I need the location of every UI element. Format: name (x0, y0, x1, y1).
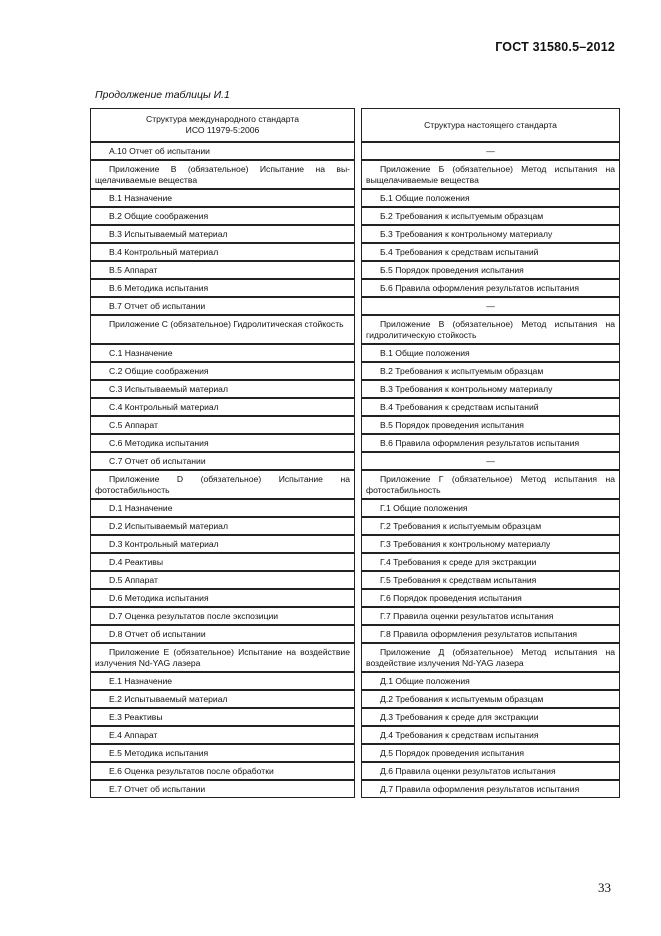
international-section-cell: Приложение С (обязательное) Гидролитическая стойкость (90, 315, 355, 344)
national-section-cell: — (361, 452, 620, 470)
table-row (90, 625, 620, 643)
national-section-cell: Д.6 Правила оценки результатов испытания (361, 762, 620, 780)
national-section-cell: Г.3 Требования к контрольному материалу (361, 535, 620, 553)
national-section-cell: Д.2 Требования к испытуемым образцам (361, 690, 620, 708)
column-header-international (90, 108, 355, 142)
national-section-cell: В.1 Общие положения (361, 344, 620, 362)
table-row (90, 160, 620, 189)
column-header-national (361, 108, 620, 142)
national-section-cell: Г.5 Требования к средствам испытания (361, 571, 620, 589)
international-section-cell: В.1 Назначение (90, 189, 355, 207)
national-section-cell: Г.2 Требования к испытуемым образцам (361, 517, 620, 535)
national-section-cell: Г.7 Правила оценки результатов испытания (361, 607, 620, 625)
international-section-cell: С.3 Испытываемый материал (90, 380, 355, 398)
international-section-cell: Е.1 Назначение (90, 672, 355, 690)
national-section-cell: В.6 Правила оформления результатов испытания (361, 434, 620, 452)
column-header-international-line1: Структура международного стандарта (145, 114, 300, 124)
table-row (90, 780, 620, 798)
table-row (90, 142, 620, 160)
national-section-cell: Г.6 Порядок проведения испытания (361, 589, 620, 607)
correspondence-table (90, 108, 620, 798)
page-number: 33 (598, 880, 611, 895)
national-section-cell: В.4 Требования к средствам испытаний (361, 398, 620, 416)
national-section-cell: Б.1 Общие положения (361, 189, 620, 207)
international-section-cell: D.1 Назначение (90, 499, 355, 517)
table-caption: Продолжение таблицы И.1 (95, 89, 230, 101)
table-row (90, 315, 620, 344)
international-section-cell: D.2 Испытываемый материал (90, 517, 355, 535)
table-row (90, 643, 620, 672)
national-section-cell: Приложение Д (обязательное) Метод испытания на воздействие излучения Nd-YAG лазера (361, 643, 620, 672)
table-row (90, 726, 620, 744)
international-section-cell: В.7 Отчет об испытании (90, 297, 355, 315)
column-header-international-line2: ИСО 11979-5:2006 (185, 125, 260, 135)
table-row (90, 744, 620, 762)
table-row (90, 762, 620, 780)
table-row (90, 189, 620, 207)
national-section-cell: — (361, 297, 620, 315)
national-section-cell: Б.6 Правила оформления результатов испытания (361, 279, 620, 297)
national-section-cell: Д.1 Общие положения (361, 672, 620, 690)
table-row (90, 207, 620, 225)
table-row (90, 690, 620, 708)
national-section-cell: Г.8 Правила оформления результатов испытания (361, 625, 620, 643)
international-section-cell: В.4 Контрольный материал (90, 243, 355, 261)
international-section-cell: С.4 Контрольный материал (90, 398, 355, 416)
national-section-cell: В.5 Порядок проведения испытания (361, 416, 620, 434)
international-section-cell: С.1 Назначение (90, 344, 355, 362)
international-section-cell: D.7 Оценка результатов после экспозиции (90, 607, 355, 625)
national-section-cell: Г.1 Общие положения (361, 499, 620, 517)
table-row (90, 607, 620, 625)
national-section-cell: Г.4 Требования к среде для экстракции (361, 553, 620, 571)
national-section-cell: — (361, 142, 620, 160)
international-section-cell: Приложение Е (обязательное) Испытание на воздействие излучения Nd-YAG лазера (90, 643, 355, 672)
table-row (90, 470, 620, 499)
national-section-cell: В.3 Требования к контрольному материалу (361, 380, 620, 398)
table-row (90, 672, 620, 690)
international-section-cell: Е.6 Оценка результатов после обработки (90, 762, 355, 780)
table-row (90, 380, 620, 398)
national-section-cell: В.2 Требования к испытуемым образцам (361, 362, 620, 380)
national-section-cell: Приложение В (обязательное) Метод испытания на гидролитическую стойкость (361, 315, 620, 344)
international-section-cell: D.8 Отчет об испытании (90, 625, 355, 643)
national-section-cell: Д.5 Порядок проведения испытания (361, 744, 620, 762)
table-row (90, 535, 620, 553)
table-row (90, 589, 620, 607)
national-section-cell: Б.5 Порядок проведения испытания (361, 261, 620, 279)
international-section-cell: Е.7 Отчет об испытании (90, 780, 355, 798)
national-section-cell: Д.4 Требования к средствам испытания (361, 726, 620, 744)
national-section-cell: Б.4 Требования к средствам испытаний (361, 243, 620, 261)
table-row (90, 344, 620, 362)
table-row (90, 571, 620, 589)
national-section-cell: Д.3 Требования к среде для экстракции (361, 708, 620, 726)
national-section-cell: Б.2 Требования к испытуемым образцам (361, 207, 620, 225)
column-header-national-line1: Структура настоящего стандарта (424, 119, 557, 130)
national-section-cell: Приложение Г (обязательное) Метод испытания на фотостабильность (361, 470, 620, 499)
document-standard-code: ГОСТ 31580.5–2012 (495, 40, 615, 54)
national-section-cell: Д.7 Правила оформления результатов испытания (361, 780, 620, 798)
table-row (90, 297, 620, 315)
international-section-cell: В.5 Аппарат (90, 261, 355, 279)
table-row (90, 243, 620, 261)
international-section-cell: D.5 Аппарат (90, 571, 355, 589)
international-section-cell: В.3 Испытываемый материал (90, 225, 355, 243)
national-section-cell: Б.3 Требования к контрольному материалу (361, 225, 620, 243)
international-section-cell: D.3 Контрольный материал (90, 535, 355, 553)
table-row (90, 362, 620, 380)
international-section-cell: В.6 Методика испытания (90, 279, 355, 297)
international-section-cell: D.4 Реактивы (90, 553, 355, 571)
international-section-cell: С.2 Общие соображения (90, 362, 355, 380)
international-section-cell: Е.5 Методика испытания (90, 744, 355, 762)
international-section-cell: С.7 Отчет об испытании (90, 452, 355, 470)
table-row (90, 708, 620, 726)
table-row (90, 553, 620, 571)
international-section-cell: Е.2 Испытываемый материал (90, 690, 355, 708)
international-section-cell: Приложение В (обязательное) Испытание на вы-щелачиваемые вещества (90, 160, 355, 189)
table-row (90, 499, 620, 517)
international-section-cell: С.5 Аппарат (90, 416, 355, 434)
table-row (90, 517, 620, 535)
international-section-cell: А.10 Отчет об испытании (90, 142, 355, 160)
table-row (90, 452, 620, 470)
international-section-cell: В.2 Общие соображения (90, 207, 355, 225)
table-row (90, 434, 620, 452)
international-section-cell: D.6 Методика испытания (90, 589, 355, 607)
national-section-cell: Приложение Б (обязательное) Метод испытания на выщелачиваемые вещества (361, 160, 620, 189)
table-row (90, 398, 620, 416)
international-section-cell: С.6 Методика испытания (90, 434, 355, 452)
table-row (90, 416, 620, 434)
table-row (90, 261, 620, 279)
table-row (90, 225, 620, 243)
table-header-row (90, 108, 620, 142)
international-section-cell: Е.3 Реактивы (90, 708, 355, 726)
international-section-cell: Приложение D (обязательное) Испытание на фотостабильность (90, 470, 355, 499)
table-row (90, 279, 620, 297)
international-section-cell: Е.4 Аппарат (90, 726, 355, 744)
